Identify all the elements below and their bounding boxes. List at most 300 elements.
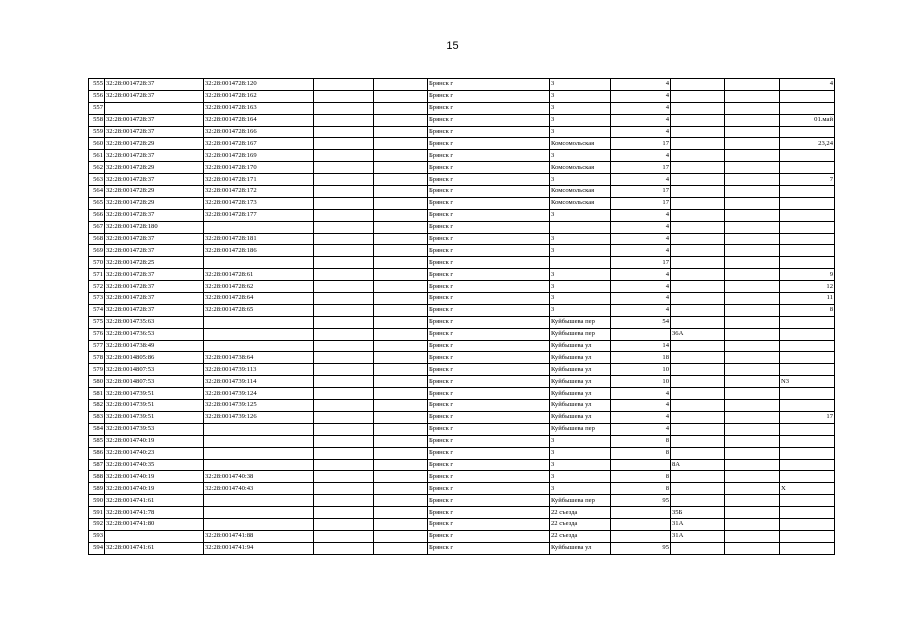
cadastral-number-cell: 32:28:0014741:80 [105, 518, 204, 530]
table-row [89, 186, 835, 198]
table-row [89, 364, 835, 376]
empty-cell [671, 174, 725, 186]
city-cell: Брянск г [428, 518, 550, 530]
row-number-cell: 555 [89, 79, 105, 91]
related-cadastral-cell: 32:28:0014739:126 [204, 411, 314, 423]
house-number-cell: 17 [611, 162, 671, 174]
row-number-cell: 583 [89, 411, 105, 423]
empty-cell [314, 209, 374, 221]
table-row [89, 388, 835, 400]
empty-cell [374, 174, 428, 186]
cadastral-number-cell: 32:28:0014805:86 [105, 352, 204, 364]
empty-cell [314, 245, 374, 257]
city-cell: Брянск г [428, 197, 550, 209]
table-row [89, 197, 835, 209]
cadastral-number-cell: 32:28:0014728:37 [105, 281, 204, 293]
empty-cell [725, 364, 780, 376]
city-cell: Брянск г [428, 328, 550, 340]
empty-cell [671, 245, 725, 257]
empty-cell [374, 435, 428, 447]
empty-cell [374, 400, 428, 412]
empty-cell [374, 138, 428, 150]
house-number-cell: 10 [611, 364, 671, 376]
cadastral-number-cell: 32:28:0014740:19 [105, 471, 204, 483]
apartment-cell [780, 530, 835, 542]
city-cell: Брянск г [428, 138, 550, 150]
apartment-cell [780, 340, 835, 352]
apartment-cell [780, 150, 835, 162]
empty-cell [671, 269, 725, 281]
empty-cell [374, 79, 428, 91]
house-number-cell: 31А [671, 530, 725, 542]
city-cell: Брянск г [428, 411, 550, 423]
apartment-cell [780, 221, 835, 233]
related-cadastral-cell: 32:28:0014728:62 [204, 281, 314, 293]
empty-cell [725, 352, 780, 364]
empty-cell [725, 340, 780, 352]
apartment-cell [780, 364, 835, 376]
cadastral-number-cell: 32:28:0014807:53 [105, 376, 204, 388]
apartment-cell [780, 471, 835, 483]
row-number-cell: 571 [89, 269, 105, 281]
house-number-cell: 4 [611, 293, 671, 305]
related-cadastral-cell: 32:28:0014739:125 [204, 400, 314, 412]
street-cell: 3 [550, 483, 611, 495]
cadastral-number-cell: 32:28:0014728:25 [105, 257, 204, 269]
cadastral-number-cell: 32:28:0014728:29 [105, 162, 204, 174]
row-number-cell: 572 [89, 281, 105, 293]
row-number-cell: 593 [89, 530, 105, 542]
empty-cell [725, 507, 780, 519]
apartment-cell [780, 245, 835, 257]
registry-body [89, 79, 835, 555]
street-cell: Куйбышева пер [550, 495, 611, 507]
city-cell: Брянск г [428, 447, 550, 459]
related-cadastral-cell: 32:28:0014728:186 [204, 245, 314, 257]
cadastral-number-cell: 32:28:0014739:51 [105, 388, 204, 400]
cadastral-number-cell: 32:28:0014740:19 [105, 483, 204, 495]
table-row [89, 471, 835, 483]
row-number-cell: 580 [89, 376, 105, 388]
city-cell: Брянск г [428, 114, 550, 126]
empty-cell [725, 423, 780, 435]
house-number-cell: 4 [611, 150, 671, 162]
related-cadastral-cell: 32:28:0014728:170 [204, 162, 314, 174]
empty-cell [725, 304, 780, 316]
related-cadastral-cell: 32:28:0014728:169 [204, 150, 314, 162]
house-number-cell: 4 [611, 304, 671, 316]
empty-cell [671, 435, 725, 447]
house-number-cell: 14 [611, 340, 671, 352]
related-cadastral-cell: 32:28:0014728:177 [204, 209, 314, 221]
street-cell: 3 [550, 233, 611, 245]
table-row [89, 257, 835, 269]
empty-cell [374, 542, 428, 554]
table-row [89, 150, 835, 162]
table-row [89, 542, 835, 554]
empty-cell [314, 90, 374, 102]
empty-cell [725, 495, 780, 507]
house-number-cell: 8 [611, 435, 671, 447]
street-cell [550, 257, 611, 269]
row-number-cell: 579 [89, 364, 105, 376]
apartment-cell [780, 186, 835, 198]
city-cell: Брянск г [428, 221, 550, 233]
city-cell: Брянск г [428, 281, 550, 293]
empty-cell [314, 376, 374, 388]
apartment-cell: X [780, 483, 835, 495]
cadastral-number-cell: 32:28:0014739:51 [105, 400, 204, 412]
empty-cell [671, 79, 725, 91]
house-number-cell: 17 [611, 186, 671, 198]
empty-cell [314, 352, 374, 364]
empty-cell [374, 257, 428, 269]
table-row [89, 435, 835, 447]
apartment-cell: 4 [780, 79, 835, 91]
related-cadastral-cell [204, 447, 314, 459]
related-cadastral-cell: 32:28:0014728:173 [204, 197, 314, 209]
table-row [89, 328, 835, 340]
related-cadastral-cell: 32:28:0014728:164 [204, 114, 314, 126]
empty-cell [671, 90, 725, 102]
row-number-cell: 565 [89, 197, 105, 209]
empty-cell [725, 126, 780, 138]
house-number-cell: 4 [611, 411, 671, 423]
empty-cell [671, 423, 725, 435]
city-cell: Брянск г [428, 364, 550, 376]
table-row [89, 316, 835, 328]
empty-cell [374, 328, 428, 340]
related-cadastral-cell: 32:28:0014741:88 [204, 530, 314, 542]
empty-cell [314, 281, 374, 293]
cadastral-number-cell: 32:28:0014728:180 [105, 221, 204, 233]
empty-cell [314, 400, 374, 412]
empty-cell [725, 435, 780, 447]
empty-cell [314, 447, 374, 459]
related-cadastral-cell [204, 495, 314, 507]
empty-cell [314, 257, 374, 269]
empty-cell [671, 126, 725, 138]
house-number-cell: 4 [611, 79, 671, 91]
apartment-cell [780, 328, 835, 340]
row-number-cell: 594 [89, 542, 105, 554]
apartment-cell [780, 459, 835, 471]
empty-cell [374, 162, 428, 174]
apartment-cell [780, 102, 835, 114]
empty-cell [671, 352, 725, 364]
table-row [89, 281, 835, 293]
empty-cell [725, 162, 780, 174]
row-number-cell: 559 [89, 126, 105, 138]
related-cadastral-cell: 32:28:0014741:94 [204, 542, 314, 554]
street-cell: Куйбышева ул [550, 364, 611, 376]
city-cell: Брянск г [428, 530, 550, 542]
empty-cell [314, 459, 374, 471]
cadastral-number-cell: 32:28:0014741:61 [105, 495, 204, 507]
related-cadastral-cell: 32:28:0014728:171 [204, 174, 314, 186]
city-cell: Брянск г [428, 126, 550, 138]
city-cell: Брянск г [428, 102, 550, 114]
city-cell: Брянск г [428, 459, 550, 471]
empty-cell [725, 90, 780, 102]
empty-cell [314, 316, 374, 328]
row-number-cell: 570 [89, 257, 105, 269]
apartment-cell [780, 257, 835, 269]
empty-cell [725, 174, 780, 186]
street-cell: Куйбышева ул [550, 388, 611, 400]
table-row [89, 233, 835, 245]
table-row [89, 507, 835, 519]
empty-cell [314, 186, 374, 198]
related-cadastral-cell: 32:28:0014728:181 [204, 233, 314, 245]
empty-cell [725, 138, 780, 150]
apartment-cell [780, 316, 835, 328]
empty-cell [671, 186, 725, 198]
empty-cell [374, 114, 428, 126]
empty-cell [725, 411, 780, 423]
cadastral-number-cell: 32:28:0014728:29 [105, 138, 204, 150]
empty-cell [671, 138, 725, 150]
empty-cell [314, 102, 374, 114]
table-row [89, 376, 835, 388]
street-cell: Куйбышева пер [550, 328, 611, 340]
empty-cell [725, 376, 780, 388]
apartment-cell [780, 495, 835, 507]
row-number-cell: 575 [89, 316, 105, 328]
empty-cell [314, 150, 374, 162]
related-cadastral-cell: 32:28:0014728:166 [204, 126, 314, 138]
related-cadastral-cell [204, 459, 314, 471]
empty-cell [725, 233, 780, 245]
empty-cell [671, 281, 725, 293]
house-number-cell: 4 [611, 102, 671, 114]
related-cadastral-cell: 32:28:0014728:65 [204, 304, 314, 316]
street-cell: Комсомольская [550, 162, 611, 174]
city-cell: Брянск г [428, 209, 550, 221]
empty-cell [725, 316, 780, 328]
related-cadastral-cell: 32:28:0014739:114 [204, 376, 314, 388]
table-row [89, 126, 835, 138]
city-cell: Брянск г [428, 304, 550, 316]
empty-cell [314, 328, 374, 340]
cadastral-number-cell: 32:28:0014728:37 [105, 126, 204, 138]
house-number-cell: 4 [611, 174, 671, 186]
table-row [89, 447, 835, 459]
table-row [89, 174, 835, 186]
empty-cell [374, 459, 428, 471]
empty-cell [725, 150, 780, 162]
house-number-cell: 4 [611, 90, 671, 102]
empty-cell [374, 364, 428, 376]
empty-cell [314, 221, 374, 233]
cadastral-number-cell: 32:28:0014728:37 [105, 90, 204, 102]
city-cell: Брянск г [428, 495, 550, 507]
row-number-cell: 588 [89, 471, 105, 483]
house-number-cell [611, 518, 671, 530]
empty-cell [725, 328, 780, 340]
cadastral-number-cell: 32:28:0014728:37 [105, 245, 204, 257]
cadastral-number-cell: 32:28:0014728:29 [105, 186, 204, 198]
empty-cell [374, 233, 428, 245]
empty-cell [725, 186, 780, 198]
empty-cell [725, 257, 780, 269]
registry-table [88, 78, 835, 555]
cadastral-number-cell: 32:28:0014728:37 [105, 269, 204, 281]
street-cell: 3 [550, 471, 611, 483]
street-cell: Куйбышева пер [550, 423, 611, 435]
cadastral-number-cell: 32:28:0014728:37 [105, 174, 204, 186]
empty-cell [725, 269, 780, 281]
cadastral-number-cell: 32:28:0014728:37 [105, 209, 204, 221]
empty-cell [374, 102, 428, 114]
row-number-cell: 587 [89, 459, 105, 471]
street-cell: 3 [550, 435, 611, 447]
apartment-cell [780, 197, 835, 209]
apartment-cell: 9 [780, 269, 835, 281]
row-number-cell: 567 [89, 221, 105, 233]
empty-cell [671, 162, 725, 174]
street-cell: 3 [550, 281, 611, 293]
street-cell: 3 [550, 304, 611, 316]
empty-cell [671, 304, 725, 316]
related-cadastral-cell [204, 435, 314, 447]
apartment-cell [780, 542, 835, 554]
related-cadastral-cell [204, 340, 314, 352]
row-number-cell: 589 [89, 483, 105, 495]
empty-cell [374, 352, 428, 364]
city-cell: Брянск г [428, 376, 550, 388]
cadastral-number-cell: 32:28:0014740:23 [105, 447, 204, 459]
empty-cell [314, 126, 374, 138]
street-cell: 3 [550, 90, 611, 102]
row-number-cell: 562 [89, 162, 105, 174]
empty-cell [374, 411, 428, 423]
row-number-cell: 574 [89, 304, 105, 316]
row-number-cell: 584 [89, 423, 105, 435]
row-number-cell: 557 [89, 102, 105, 114]
empty-cell [725, 483, 780, 495]
empty-cell [671, 316, 725, 328]
row-number-cell: 564 [89, 186, 105, 198]
related-cadastral-cell: 32:28:0014728:163 [204, 102, 314, 114]
house-number-cell: 8 [611, 447, 671, 459]
house-number-cell: 4 [611, 114, 671, 126]
empty-cell [374, 245, 428, 257]
house-number-cell: 18 [611, 352, 671, 364]
empty-cell [671, 221, 725, 233]
row-number-cell: 561 [89, 150, 105, 162]
street-cell: 3 [550, 245, 611, 257]
city-cell: Брянск г [428, 340, 550, 352]
related-cadastral-cell: 32:28:0014740:38 [204, 471, 314, 483]
empty-cell [671, 209, 725, 221]
empty-cell [671, 364, 725, 376]
city-cell: Брянск г [428, 423, 550, 435]
empty-cell [725, 221, 780, 233]
house-number-cell: 4 [611, 400, 671, 412]
table-row [89, 495, 835, 507]
table-row [89, 114, 835, 126]
empty-cell [725, 197, 780, 209]
apartment-cell [780, 507, 835, 519]
cadastral-number-cell: 32:28:0014728:37 [105, 79, 204, 91]
empty-cell [374, 126, 428, 138]
row-number-cell: 590 [89, 495, 105, 507]
city-cell: Брянск г [428, 90, 550, 102]
empty-cell [671, 293, 725, 305]
house-number-cell: 54 [611, 316, 671, 328]
cadastral-number-cell: 32:28:0014807:53 [105, 364, 204, 376]
empty-cell [671, 114, 725, 126]
empty-cell [314, 483, 374, 495]
city-cell: Брянск г [428, 388, 550, 400]
table-row [89, 483, 835, 495]
empty-cell [314, 293, 374, 305]
empty-cell [314, 542, 374, 554]
related-cadastral-cell: 32:28:0014728:172 [204, 186, 314, 198]
city-cell: Брянск г [428, 257, 550, 269]
empty-cell [671, 102, 725, 114]
empty-cell [671, 150, 725, 162]
row-number-cell: 566 [89, 209, 105, 221]
row-number-cell: 576 [89, 328, 105, 340]
related-cadastral-cell [204, 328, 314, 340]
house-number-cell [611, 530, 671, 542]
street-cell: 3 [550, 293, 611, 305]
cadastral-number-cell: 32:28:0014728:37 [105, 304, 204, 316]
house-number-cell: 4 [611, 269, 671, 281]
cadastral-number-cell: 32:28:0014740:35 [105, 459, 204, 471]
table-row [89, 209, 835, 221]
house-number-cell: 4 [611, 126, 671, 138]
related-cadastral-cell [204, 257, 314, 269]
street-cell: Куйбышева ул [550, 400, 611, 412]
table-row [89, 138, 835, 150]
empty-cell [374, 281, 428, 293]
empty-cell [374, 495, 428, 507]
street-cell [550, 221, 611, 233]
row-number-cell: 573 [89, 293, 105, 305]
apartment-cell: 23,24 [780, 138, 835, 150]
empty-cell [671, 471, 725, 483]
related-cadastral-cell: 32:28:0014728:162 [204, 90, 314, 102]
empty-cell [374, 150, 428, 162]
street-cell: 22 съезда [550, 530, 611, 542]
table-row [89, 102, 835, 114]
city-cell: Брянск г [428, 174, 550, 186]
row-number-cell: 563 [89, 174, 105, 186]
table-row [89, 400, 835, 412]
house-number-cell: 95 [611, 495, 671, 507]
house-number-cell: 17 [611, 138, 671, 150]
empty-cell [671, 257, 725, 269]
apartment-cell: 8 [780, 304, 835, 316]
city-cell: Брянск г [428, 400, 550, 412]
empty-cell [725, 114, 780, 126]
apartment-cell [780, 352, 835, 364]
empty-cell [671, 411, 725, 423]
street-cell: Куйбышева ул [550, 542, 611, 554]
apartment-cell [780, 90, 835, 102]
empty-cell [314, 530, 374, 542]
empty-cell [314, 162, 374, 174]
empty-cell [671, 340, 725, 352]
empty-cell [314, 495, 374, 507]
empty-cell [725, 293, 780, 305]
cadastral-number-cell: 32:28:0014740:19 [105, 435, 204, 447]
street-cell: 22 съезда [550, 518, 611, 530]
empty-cell [671, 495, 725, 507]
